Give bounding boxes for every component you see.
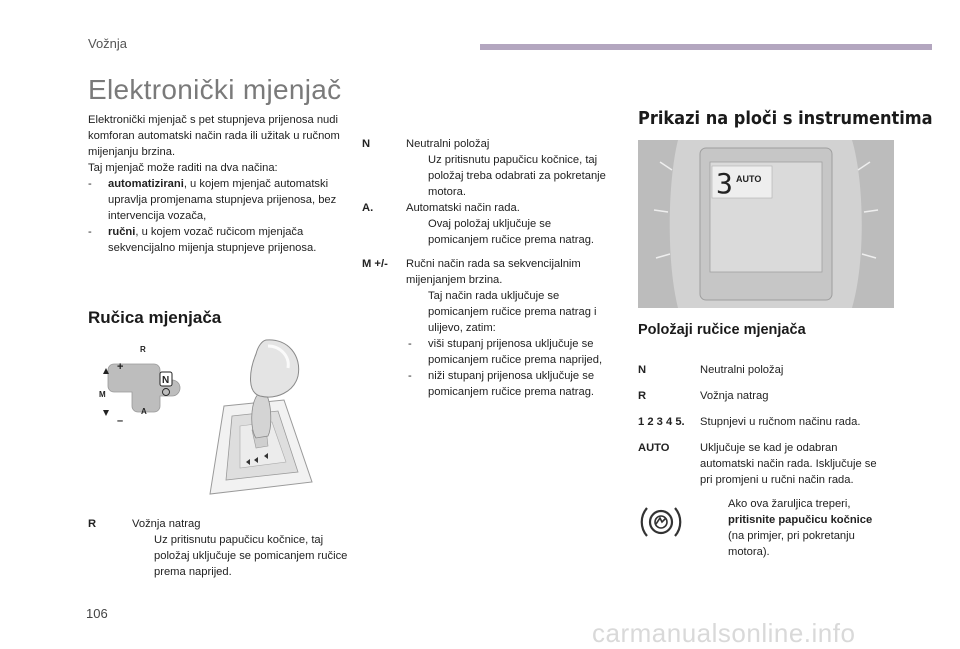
gate-label-r: R [140,345,146,354]
lever-section-title: Ručica mjenjača [88,308,222,327]
display-gear: 3 [716,167,733,200]
page-title: Elektronički mjenjač [88,74,342,105]
gate-label-plus: + [117,361,124,373]
list-item: 1 2 3 4 5. Stupnjevi u ručnom načinu rada. [638,416,861,428]
brake-note: Ako ova žaruljica treperi, pritisnite papučicu kočnice (na primjer, pri pokretanju motora). [728,498,873,558]
brake-warning-icon [640,502,682,542]
list-item: N Neutralni položaj [638,364,784,376]
list-item: - automatizirani, u kojem mjenjač automatski upravlja promjenama stupnjeva prijenosa, bez intervencija vozača, [88,178,337,222]
positions-section-title: Položaji ručice mjenjača [638,322,806,338]
gate-label-minus: – [117,415,124,427]
list-item: AUTO Uključuje se kad je odabran automatski način rada. Isključuje se pri promjeni u ručni način rada. [638,442,877,486]
page-number: 106 [86,606,108,621]
header-bar [480,44,932,50]
intro-text [88,112,350,256]
lever-definition-r: R Vožnja natrag Uz pritisnutu papučicu kočnice, taj položaj uključuje se pomicanjem ručice prema naprijed. [88,518,348,578]
list-item: R Vožnja natrag [638,390,769,402]
positions-list [638,362,888,498]
gear-lever-illustration [196,334,316,499]
display-mode: AUTO [736,174,762,184]
note-emphasis: pritisnite papučicu kočnice [728,514,873,526]
definition-m: M +/- Ručni način rada sa sekvencijalnim mijenjanjem brzina. Taj način rada uključuje se pomicanjem ručice prema natrag i ulijevo, zatim: - viši stupanj prijenosa uključuje se pomicanjem ručice prema naprijed, - niži stupanj prijenosa uključuje se pomicanjem ručice prema natrag. [362,258,603,398]
list-item: - ručni, u kojem vozač ručicom mjenjača sekvencijalno mijenja stupnjeve prijenosa. [88,226,317,254]
gate-label-m: M [99,390,106,399]
intro-paragraph: Elektronički mjenjač s pet stupnjeva prijenosa nudi komforan automatski način rada ili užitak u ručnom mijenjanju brzina. [88,114,340,158]
definition-n: N Neutralni položaj Uz pritisnutu papučicu kočnice, taj položaj treba odabrati za pokretanje motora. [362,138,606,198]
section-header: Vožnja [88,36,128,51]
definition-a: A. Automatski način rada. Ovaj položaj uključuje se pomicanjem ručice prema natrag. [362,202,595,246]
mode-manual: ručni [108,226,136,238]
intro-modes-lead: Taj mjenjač može raditi na dva načina: [88,162,278,174]
watermark: carmanualsonline.info [592,618,856,648]
mode-definitions [362,136,614,400]
instrument-panel-image [638,140,894,308]
gate-label-a: A [141,407,147,416]
mode-automatic: automatizirani [108,178,184,190]
instrument-section-title: Prikazi na ploči s instrumentima [638,108,933,129]
gear-gate-diagram [94,340,184,430]
gate-label-n: N [162,375,170,386]
